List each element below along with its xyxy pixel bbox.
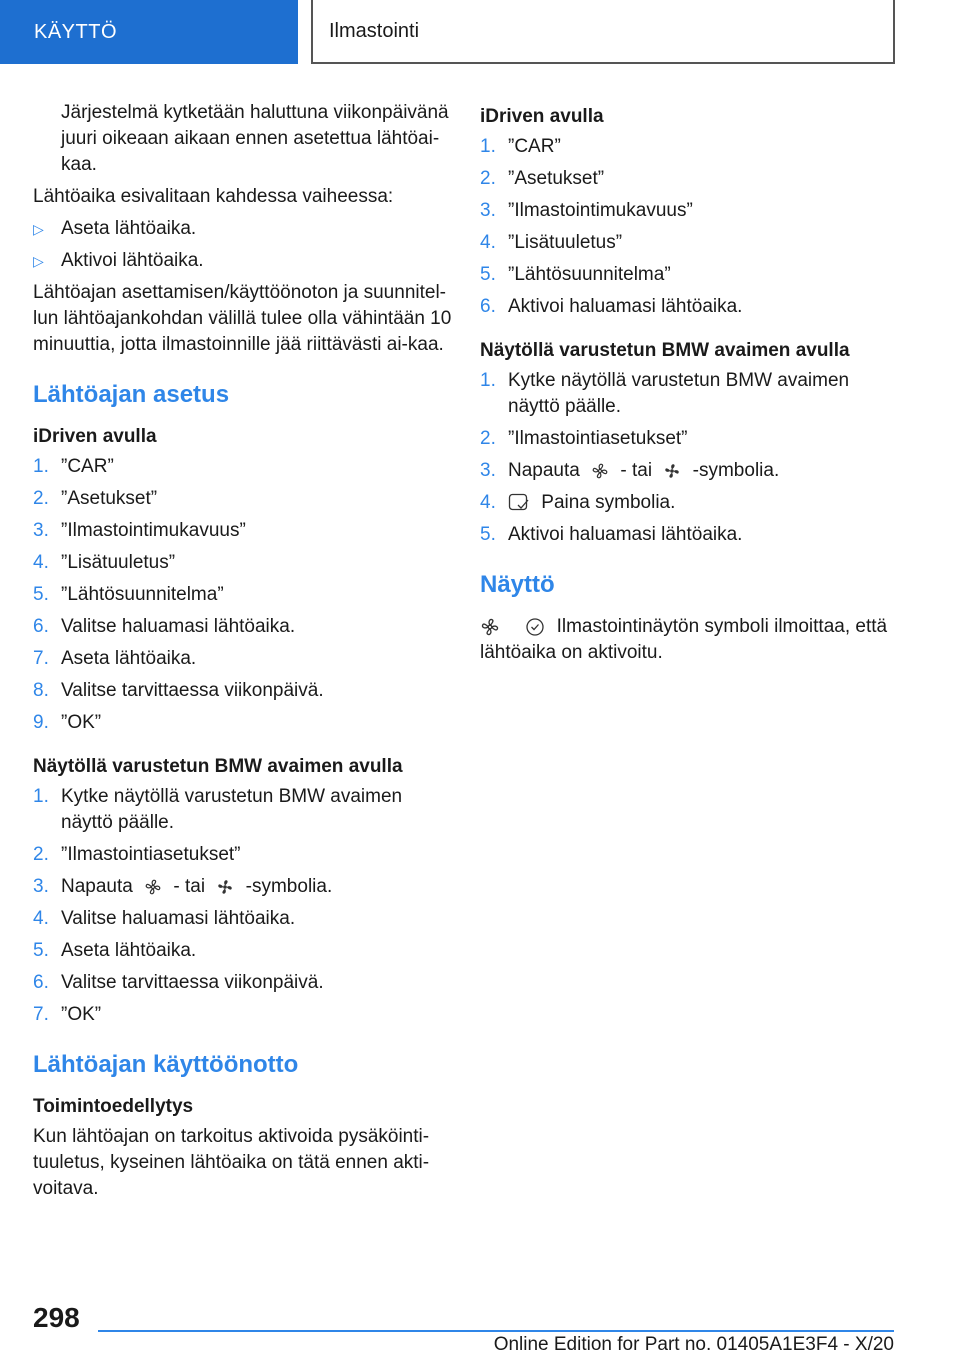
- list-item: 3. ”Ilmastointimukavuus”: [480, 200, 693, 221]
- triangle-bullet-icon: ▷: [33, 253, 44, 269]
- stages-list: [33, 216, 453, 274]
- clock-check-icon: [525, 617, 545, 637]
- list-item: 3. ”Ilmastointimukavuus”: [33, 520, 246, 541]
- fan-bold-icon: [216, 878, 234, 896]
- list-item: 1. Kytke näytöllä varustetun BMW avaimen näyttö päälle.: [480, 370, 850, 417]
- list-item: 3. Napauta - tai -symbolia.: [480, 460, 780, 481]
- list-item: 7. Aseta lähtöaika.: [33, 648, 197, 669]
- heading-display: Näyttö: [480, 571, 555, 598]
- list-item: 5. Aktivoi haluamasi lähtöaika.: [480, 524, 743, 545]
- list-item: 5. Aseta lähtöaika.: [33, 940, 197, 961]
- note-text: Lähtöajan asettamisen/käyttöönoton ja suunnitel-lun lähtöajankohdan välillä tulee olla vähintään 10 minuuttia, jotta ilmastoinnille jää riittävästi ai-kaa.: [33, 282, 452, 355]
- page-number: 298: [33, 1302, 80, 1333]
- list-item: 4. ”Lisätuuletus”: [480, 232, 623, 253]
- list-item: 2. ”Ilmastointiasetukset”: [480, 428, 688, 449]
- list-item: 2. ”Asetukset”: [480, 168, 605, 189]
- confirm-box-icon: [508, 493, 530, 513]
- intro-text: Järjestelmä kytketään haluttuna viikonpäivänä juuri oikeaan aikaan ennen asetettua lähtöai-kaa.: [61, 102, 449, 175]
- heading-setting: Lähtöajan asetus: [33, 381, 230, 408]
- heading-activation: Lähtöajan käyttöönotto: [33, 1051, 299, 1078]
- list-item: 1. Kytke näytöllä varustetun BMW avaimen näyttö päälle.: [33, 786, 403, 833]
- heading-requirement: Toimintoedellytys: [33, 1096, 194, 1117]
- key-steps: [480, 368, 900, 548]
- idrive-steps: [33, 454, 453, 736]
- list-item: ▷ Aseta lähtöaika.: [33, 216, 453, 242]
- idrive-steps: [480, 134, 900, 320]
- list-item: 2. ”Asetukset”: [33, 488, 158, 509]
- heading-key: Näytöllä varustetun BMW avaimen avulla: [480, 340, 850, 361]
- list-item: 4. ”Lisätuuletus”: [33, 552, 176, 573]
- list-item: 6. Valitse haluamasi lähtöaika.: [33, 616, 296, 637]
- left-column: [33, 100, 453, 1202]
- fan-bold-icon: [663, 462, 681, 480]
- list-item: 5. ”Lähtösuunnitelma”: [480, 264, 671, 285]
- key-steps: [33, 784, 453, 1028]
- heading-key: Näytöllä varustetun BMW avaimen avulla: [33, 756, 403, 777]
- chapter-title: Ilmastointi: [311, 0, 895, 64]
- triangle-bullet-icon: ▷: [33, 221, 44, 237]
- stages-intro: Lähtöaika esivalitaan kahdessa vaiheessa:: [33, 186, 394, 207]
- edition-text: Online Edition for Part no. 01405A1E3F4 - X/20: [493, 1334, 894, 1355]
- fan-icon: [591, 462, 609, 480]
- list-item: 8. Valitse tarvittaessa viikonpäivä.: [33, 680, 324, 701]
- list-item: 4. Paina symbolia.: [480, 492, 676, 513]
- fan-icon: [480, 617, 500, 637]
- heading-idrive: iDriven avulla: [33, 426, 157, 447]
- heading-idrive: iDriven avulla: [480, 106, 604, 127]
- page-header: [0, 0, 960, 66]
- list-item: 9. ”OK”: [33, 712, 102, 733]
- list-item: 1. ”CAR”: [480, 136, 561, 157]
- list-item: 3. Napauta - tai -symbolia.: [33, 876, 333, 897]
- list-item: 6. Valitse tarvittaessa viikonpäivä.: [33, 972, 324, 993]
- list-item: 7. ”OK”: [33, 1004, 102, 1025]
- fan-icon: [144, 878, 162, 896]
- list-item: 2. ”Ilmastointiasetukset”: [33, 844, 241, 865]
- footer-divider: [98, 1330, 894, 1332]
- list-item: 5. ”Lähtösuunnitelma”: [33, 584, 224, 605]
- list-item: ▷ Aktivoi lähtöaika.: [33, 248, 453, 274]
- list-item: 1. ”CAR”: [33, 456, 114, 477]
- display-text: Ilmastointinäytön symboli ilmoittaa, että lähtöaika on aktivoitu.: [480, 616, 888, 663]
- section-tab: KÄYTTÖ: [0, 0, 298, 64]
- page-footer: [0, 1292, 960, 1362]
- list-item: 4. Valitse haluamasi lähtöaika.: [33, 908, 296, 929]
- right-column: [480, 100, 900, 666]
- requirement-text: Kun lähtöajan on tarkoitus aktivoida pysäköinti-tuuletus, kyseinen lähtöaika on tätä ennen akti-voitava.: [33, 1126, 430, 1199]
- list-item: 6. Aktivoi haluamasi lähtöaika.: [480, 296, 743, 317]
